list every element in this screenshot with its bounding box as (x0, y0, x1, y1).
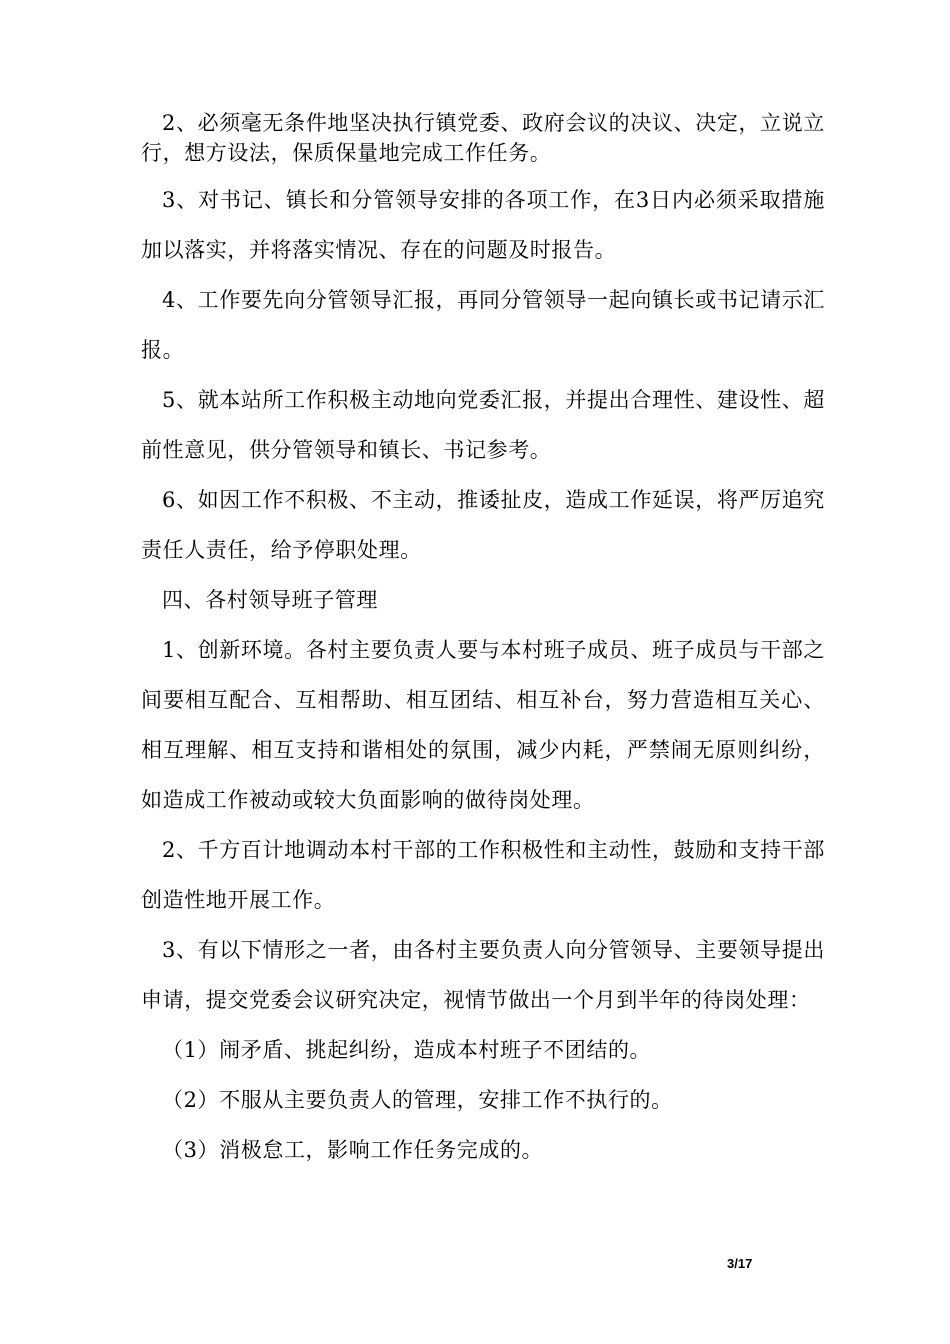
document-body (141, 108, 825, 1175)
sub-item-2: （2）不服从主要负责人的管理，安排工作不执行的。 (162, 1088, 673, 1112)
sub-item-1: （1）闹矛盾、挑起纠纷，造成本村班子不团结的。 (162, 1038, 652, 1062)
paragraph-item-4: 4、工作要先向分管领导汇报，再同分管领导一起向镇长或书记请示汇报。 (141, 288, 825, 362)
section-heading-four: 四、各村领导班子管理 (162, 588, 378, 612)
paragraph-item-6: 6、如因工作不积极、不主动，推诿扯皮，造成工作延误，将严厉追究责任人责任，给予停职处理。 (141, 488, 825, 562)
paragraph-village-3: 3、有以下情形之一者，由各村主要负责人向分管领导、主要领导提出申请，提交党委会议研究决定，视情节做出一个月到半年的待岗处理： (141, 938, 825, 1012)
page-number: 3/17 (727, 1256, 753, 1271)
paragraph-village-1: 1、创新环境。各村主要负责人要与本村班子成员、班子成员与干部之间要相互配合、互相帮助、相互团结、相互补台，努力营造相互关心、相互理解、相互支持和谐相处的氛围，减少内耗，严禁闹无原则纠纷，如造成工作被动或较大负面影响的做待岗处理。 (141, 638, 825, 812)
sub-item-3: （3）消极怠工，影响工作任务完成的。 (162, 1138, 544, 1162)
paragraph-item-3: 3、对书记、镇长和分管领导安排的各项工作，在3日内必须采取措施加以落实，并将落实情况、存在的问题及时报告。 (141, 188, 825, 262)
paragraph-village-2: 2、千方百计地调动本村干部的工作积极性和主动性，鼓励和支持干部创造性地开展工作。 (141, 838, 825, 912)
paragraph-item-5: 5、就本站所工作积极主动地向党委汇报，并提出合理性、建设性、超前性意见，供分管领导和镇长、书记参考。 (141, 388, 825, 462)
paragraph-item-2: 2、必须毫无条件地坚决执行镇党委、政府会议的决议、决定，立说立行，想方设法，保质保量地完成工作任务。 (141, 111, 825, 165)
